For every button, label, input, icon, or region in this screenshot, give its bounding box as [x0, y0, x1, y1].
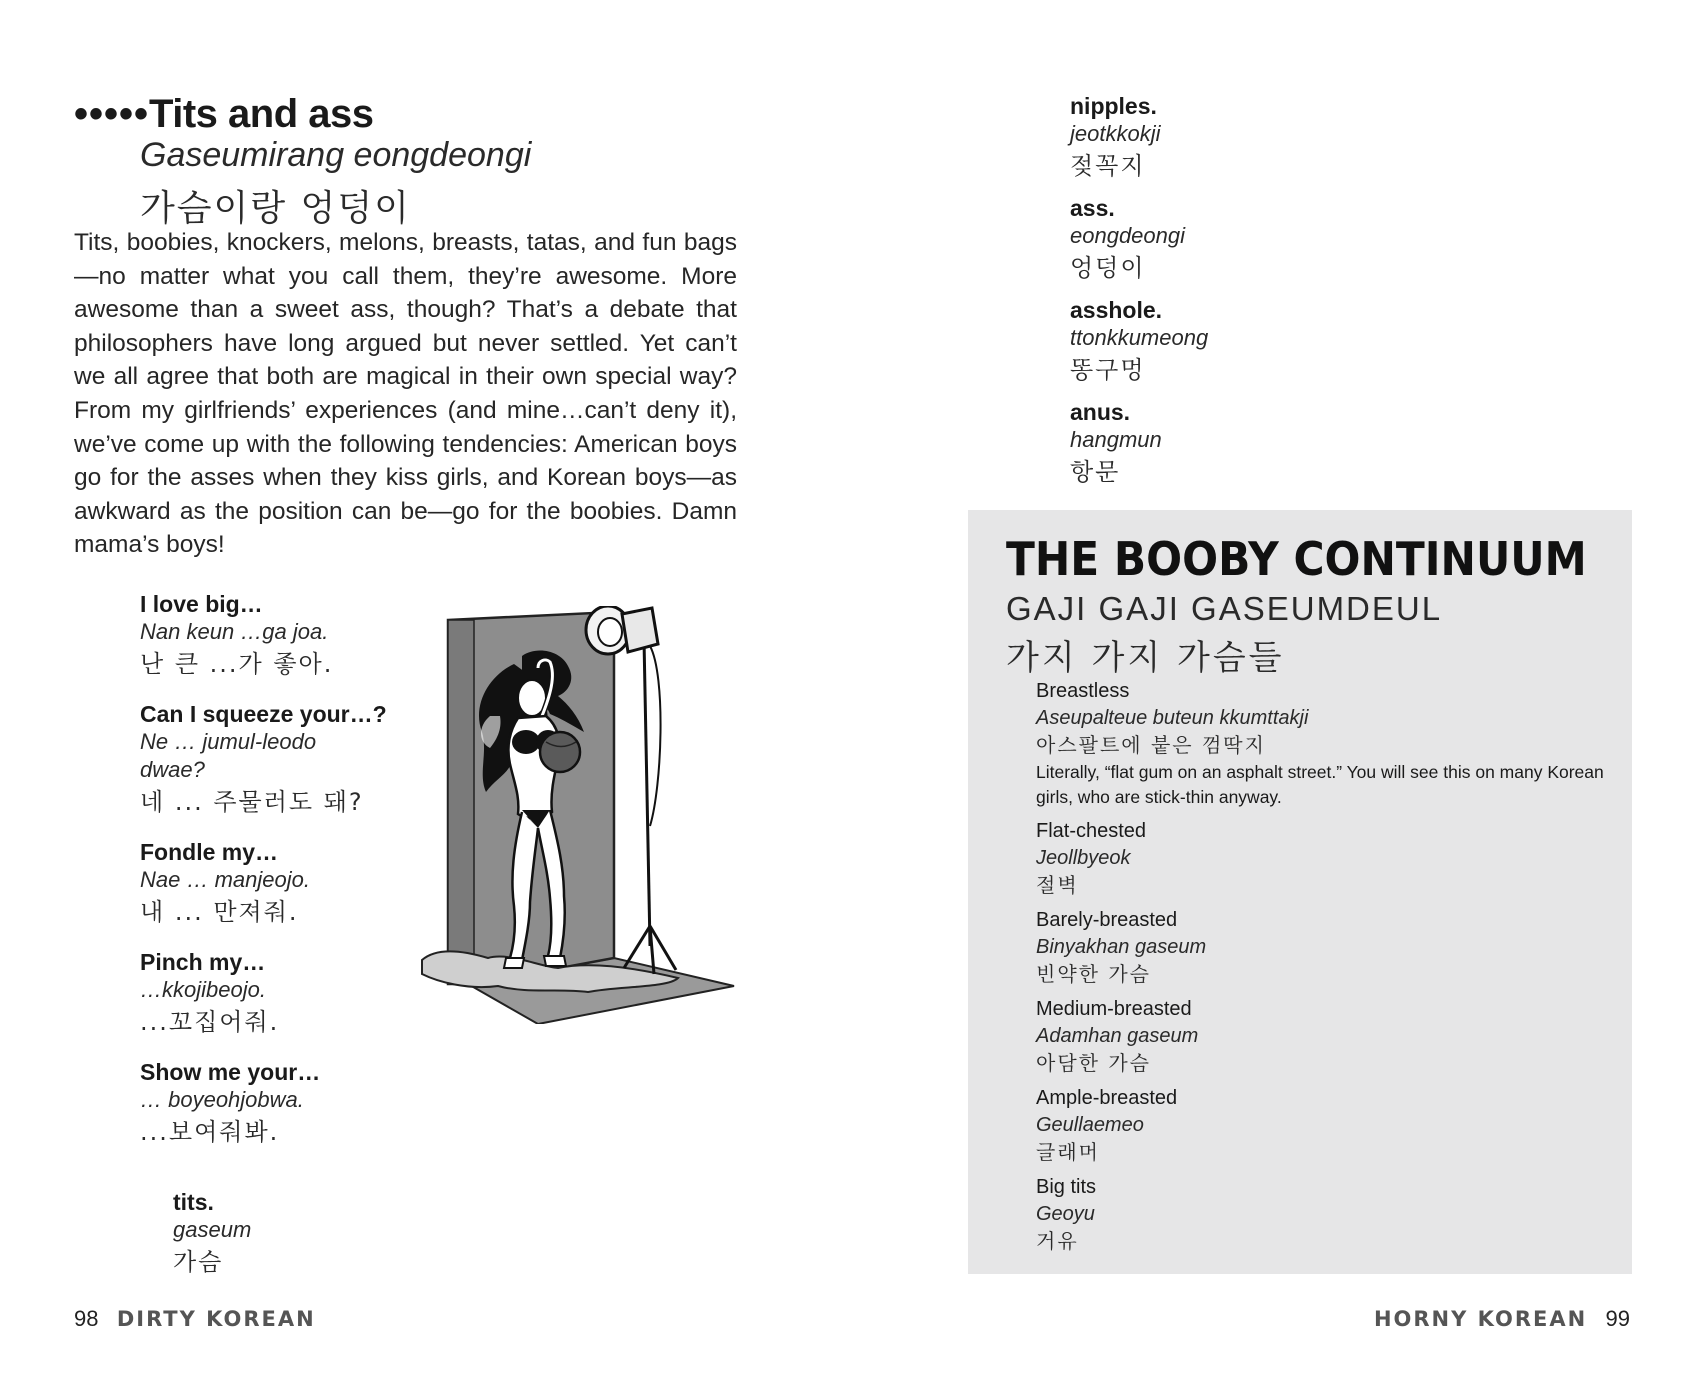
phrase-english: Fondle my…: [140, 839, 279, 865]
phrase-romanized: … boyeohjobwa.: [140, 1087, 304, 1112]
entry-romanized: Jeollbyeok: [1036, 847, 1131, 869]
vocab-item: [1070, 398, 1470, 490]
vocab-korean: 가슴: [173, 1248, 224, 1276]
sidebar-romanized: GAJI GAJI GASEUMDEUL: [1006, 590, 1443, 627]
phrase-english: Pinch my…: [140, 949, 266, 975]
phrase-romanized: Nae … manjeojo.: [140, 867, 310, 892]
phrase-english: Can I squeeze your…?: [140, 701, 387, 727]
entry-english: Breastless: [1036, 680, 1130, 702]
sidebar-entry: [1036, 678, 1606, 810]
vocab-romanized: ttonkkumeong: [1070, 325, 1209, 350]
booby-continuum-sidebar: [968, 510, 1632, 1274]
entry-korean: 아담한 가슴: [1036, 1051, 1151, 1075]
vocab-item: [1070, 296, 1470, 388]
entry-romanized: Binyakhan gaseum: [1036, 936, 1207, 958]
entry-romanized: Geullaemeo: [1036, 1114, 1144, 1136]
phrase-item: [140, 1058, 440, 1150]
photo-shoot-illustration: [418, 606, 738, 1024]
vocab-english: asshole.: [1070, 297, 1163, 323]
phrase-item: [140, 590, 440, 682]
entry-english: Big tits: [1036, 1176, 1097, 1198]
vocab-item: [1070, 194, 1470, 286]
phrase-romanized: Ne … jumul-leodo dwae?: [140, 729, 317, 782]
vocab-english: ass.: [1070, 195, 1115, 221]
vocab-list-left: [173, 1188, 251, 1290]
title-text: Tits and ass: [149, 92, 374, 136]
entry-romanized: Aseupalteue buteun kkumttakji: [1036, 707, 1309, 729]
vocab-korean: 젖꼭지: [1070, 152, 1146, 180]
vocab-korean: 엉덩이: [1070, 254, 1146, 282]
phrase-item: [140, 838, 440, 930]
vocab-list-right: [1070, 92, 1470, 500]
phrase-korean: ...보여줘봐.: [140, 1118, 280, 1146]
phrase-romanized: Nan keun …ga joa.: [140, 619, 329, 644]
entry-english: Flat-chested: [1036, 820, 1147, 842]
entry-korean: 거유: [1036, 1229, 1079, 1253]
entry-korean: 아스팔트에 붙은 껌딱지: [1036, 733, 1266, 757]
phrase-item: [140, 948, 440, 1040]
running-title: DIRTY KOREAN: [116, 1307, 316, 1331]
vocab-romanized: hangmun: [1070, 427, 1162, 452]
section-title-romanized: Gaseumirang eongdeongi: [140, 136, 532, 174]
sidebar-title: THE BOOBY CONTINUUM: [1006, 532, 1587, 586]
entry-korean: 빈약한 가슴: [1036, 962, 1151, 986]
entry-korean: 글래머: [1036, 1140, 1100, 1164]
section-title: [74, 92, 374, 137]
right-page: [848, 0, 1696, 1396]
folio-left: [74, 1306, 316, 1332]
running-title: HORNY KOREAN: [1373, 1307, 1588, 1331]
phrase-english: I love big…: [140, 591, 263, 617]
sidebar-entry: [1036, 996, 1606, 1077]
entry-english: Ample-breasted: [1036, 1087, 1178, 1109]
phrase-korean: 네 ... 주물러도 돼?: [140, 788, 364, 816]
phrase-english: Show me your…: [140, 1059, 321, 1085]
vocab-item: [1070, 92, 1470, 184]
section-title-korean: 가슴이랑 엉덩이: [140, 188, 411, 229]
sidebar-entries: [1036, 678, 1606, 1263]
entry-korean: 절벽: [1036, 873, 1079, 897]
vocab-english: nipples.: [1070, 93, 1157, 119]
sidebar-entry: [1036, 1085, 1606, 1166]
sidebar-entry: [1036, 907, 1606, 988]
entry-note: Literally, “flat gum on an asphalt street.” You will see this on many Korean girls, who are stick-thin anyway.: [1036, 762, 1604, 807]
phrase-romanized: …kkojibeojo.: [140, 977, 266, 1002]
vocab-english: anus.: [1070, 399, 1131, 425]
vocab-item: [173, 1188, 251, 1280]
vocab-english: tits.: [173, 1189, 214, 1215]
vocab-romanized: jeotkkokji: [1070, 121, 1161, 146]
sidebar-entry: [1036, 1174, 1606, 1255]
phrase-korean: 난 큰 ...가 좋아.: [140, 650, 334, 678]
sidebar-entry: [1036, 818, 1606, 899]
folio-right: [1374, 1306, 1630, 1332]
page-number: 98: [74, 1306, 99, 1331]
entry-romanized: Adamhan gaseum: [1036, 1025, 1199, 1047]
entry-romanized: Geoyu: [1036, 1203, 1095, 1225]
phrase-item: [140, 700, 440, 820]
phrase-korean: 내 ... 만져줘.: [140, 898, 299, 926]
vocab-korean: 똥구멍: [1070, 356, 1146, 384]
entry-english: Medium-breasted: [1036, 998, 1192, 1020]
phrase-list: [140, 590, 440, 1168]
intro-paragraph: Tits, boobies, knockers, melons, breasts, tatas, and fun bags—no matter what you call them, they’re awesome. More awesome than a sweet ass, though? That’s a debate that philosophers have long argued but never settled. Yet can’t we all agree that both are magical in their own special way? From my girlfriends’ experiences (and mine…can’t deny it), we’ve come up with the following tendencies: American boys go for the asses when they kiss girls, and Korean boys—as awkward as the position can be—go for the boobies. Damn mama’s boys!: [74, 229, 737, 559]
vocab-romanized: gaseum: [173, 1217, 252, 1242]
vocab-romanized: eongdeongi: [1070, 223, 1186, 248]
phrase-korean: ...꼬집어줘.: [140, 1008, 280, 1036]
sidebar-korean: 가지 가지 가슴들: [1006, 638, 1285, 678]
vocab-korean: 항문: [1070, 458, 1121, 486]
entry-english: Barely-breasted: [1036, 909, 1178, 931]
page-number: 99: [1605, 1306, 1630, 1331]
title-dots: •••••: [74, 92, 150, 136]
